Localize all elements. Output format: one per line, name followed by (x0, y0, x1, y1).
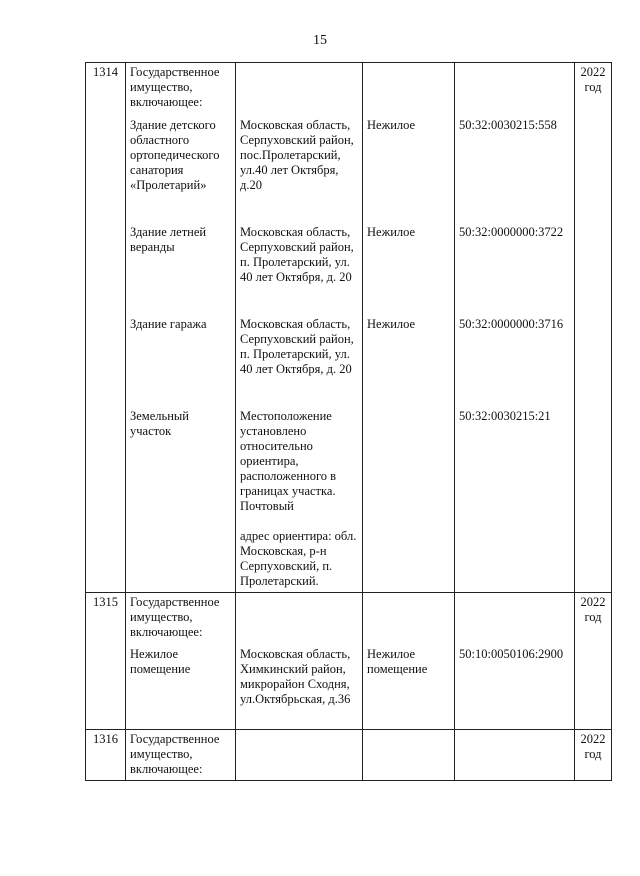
item-type: Нежилое (363, 113, 455, 196)
item-cadastral: 50:32:0030215:558 (455, 113, 575, 196)
table-row (86, 517, 612, 593)
item-type: Нежилое помещение (363, 643, 455, 710)
table-row (86, 643, 612, 710)
table-row-1314 (86, 63, 612, 114)
row-number: 1316 (86, 730, 126, 781)
group-title: Государственное имущество, включающее: (126, 730, 236, 781)
table-row (86, 223, 612, 288)
table-row (86, 315, 612, 380)
item-address: Московская область, Серпуховский район, п. Пролетарский, ул. 40 лет Октября, д. 20 (236, 223, 363, 288)
item-address: Московская область, Серпуховский район, пос.Пролетарский, ул.40 лет Октября, д.20 (236, 113, 363, 196)
item-type: Нежилое (363, 315, 455, 380)
table-row (86, 407, 612, 517)
item-cadastral: 50:32:0030215:21 (455, 407, 575, 517)
item-address: Местоположение установлено относительно ориентира, расположенного в границах участка. Почтовый (236, 407, 363, 517)
year-cell: 2022 год (575, 63, 612, 114)
row-number: 1314 (86, 63, 126, 114)
item-name: Здание летней веранды (126, 223, 236, 288)
item-name: Здание гаража (126, 315, 236, 380)
group-title: Государственное имущество, включающее: (126, 593, 236, 644)
property-table (85, 62, 611, 781)
item-type: Нежилое (363, 223, 455, 288)
table-row (86, 113, 612, 196)
item-cadastral: 50:32:0000000:3722 (455, 223, 575, 288)
year-cell: 2022 год (575, 730, 612, 781)
year-cell: 2022 год (575, 593, 612, 644)
table-row-1315 (86, 593, 612, 644)
page-number: 15 (313, 33, 327, 48)
item-cadastral: 50:32:0000000:3716 (455, 315, 575, 380)
row-number: 1315 (86, 593, 126, 644)
group-title: Государственное имущество, включающее: (126, 63, 236, 114)
item-name: Земельный участок (126, 407, 236, 517)
item-address: Московская область, Химкинский район, микрорайон Сходня, ул.Октябрьская, д.36 (236, 643, 363, 710)
item-name: Нежилое помещение (126, 643, 236, 710)
item-cadastral: 50:10:0050106:2900 (455, 643, 575, 710)
item-type (363, 407, 455, 517)
item-name: Здание детского областного ортопедического санатория «Пролетарий» (126, 113, 236, 196)
item-address-continued: адрес ориентира: обл. Московская, р-н Серпуховский, п. Пролетарский. (236, 517, 363, 593)
table-row-1316 (86, 730, 612, 781)
item-address: Московская область, Серпуховский район, п. Пролетарский, ул. 40 лет Октября, д. 20 (236, 315, 363, 380)
